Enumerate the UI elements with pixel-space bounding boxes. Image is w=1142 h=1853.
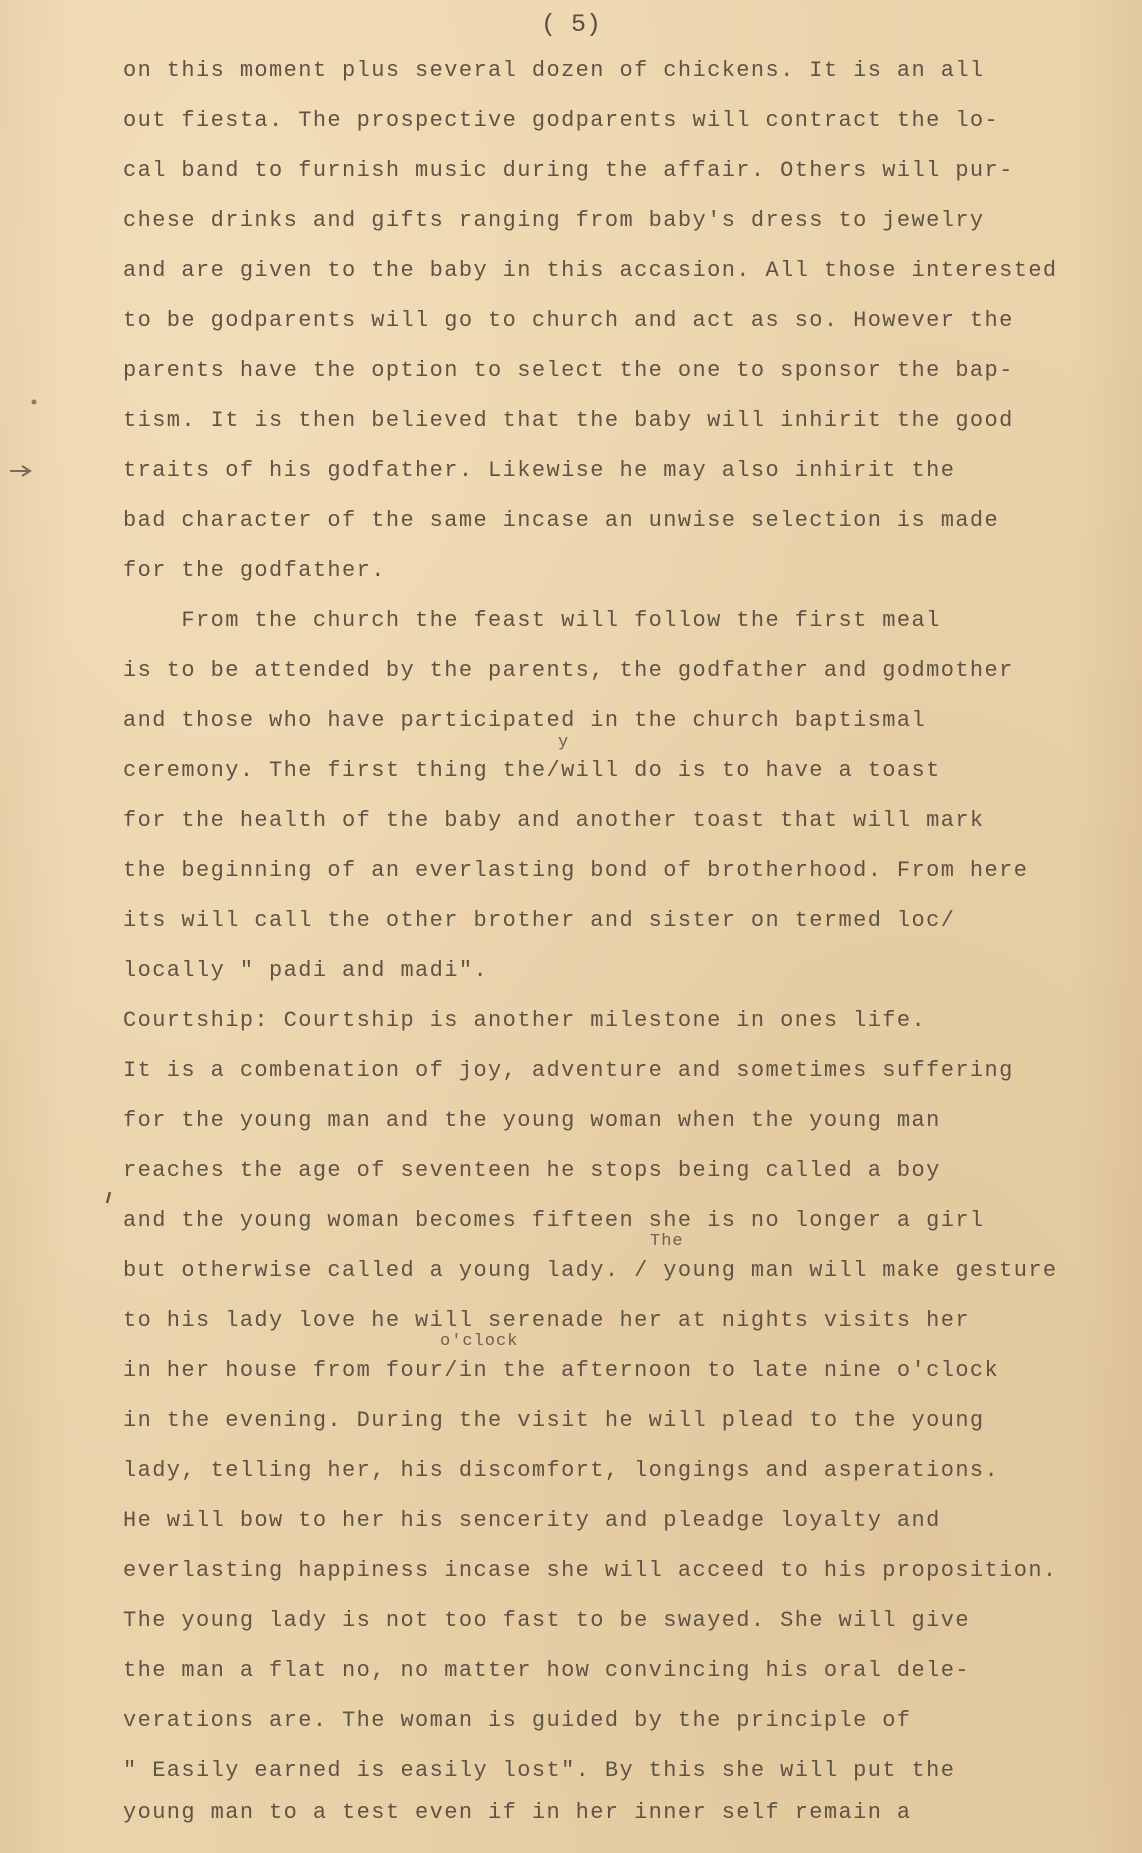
- body-line-32: The young lady is not too fast to be swayed. She will give: [123, 1608, 970, 1633]
- dot-icon: [30, 398, 38, 406]
- body-line-19: locally " padi and madi".: [123, 958, 489, 983]
- body-line-3: cal band to furnish music during the affair. Others will pur-: [123, 158, 1014, 183]
- body-line-13: is to be attended by the parents, the godfather and godmother: [123, 658, 1014, 683]
- body-line-34: verations are. The woman is guided by the principle of: [123, 1708, 912, 1733]
- body-line-30: He will bow to her his sencerity and pleadge loyalty and: [123, 1508, 941, 1533]
- body-line-35: " Easily earned is easily lost". By this she will put the: [123, 1758, 956, 1783]
- body-line-23: reaches the age of seventeen he stops being called a boy: [123, 1158, 941, 1183]
- body-line-27: in her house from four/in the afternoon to late nine o'clock: [123, 1358, 1000, 1383]
- body-line-10: bad character of the same incase an unwise selection is made: [123, 508, 1000, 533]
- body-line-11: for the godfather.: [123, 558, 386, 583]
- page-number: ( 5): [540, 10, 601, 39]
- body-line-25: but otherwise called a young lady. / young man will make gesture: [123, 1258, 1058, 1283]
- body-line-14: and those who have participated in the church baptismal: [123, 708, 927, 733]
- margin-tick-mark: [104, 1190, 114, 1213]
- body-line-8: tism. It is then believed that the baby will inhirit the good: [123, 408, 1014, 433]
- margin-dot-mark: [30, 390, 38, 413]
- body-line-36: young man to a test even if in her inner self remain a: [123, 1800, 912, 1825]
- body-line-4: chese drinks and gifts ranging from baby's dress to jewelry: [123, 208, 985, 233]
- body-line-28: in the evening. During the visit he will plead to the young: [123, 1408, 985, 1433]
- insert-y: y: [558, 733, 570, 752]
- insert-the: The: [650, 1232, 684, 1251]
- body-line-5: and are given to the baby in this accasion. All those interested: [123, 258, 1058, 283]
- body-line-31: everlasting happiness incase she will acceed to his proposition.: [123, 1558, 1058, 1583]
- body-line-1: on this moment plus several dozen of chickens. It is an all: [123, 58, 985, 83]
- body-line-20: Courtship: Courtship is another milestone in ones life.: [123, 1008, 927, 1033]
- body-line-16: for the health of the baby and another toast that will mark: [123, 808, 985, 833]
- body-line-33: the man a flat no, no matter how convincing his oral dele-: [123, 1658, 970, 1683]
- body-line-12: From the church the feast will follow the first meal: [123, 608, 941, 633]
- body-line-7: parents have the option to select the one to sponsor the bap-: [123, 358, 1014, 383]
- body-line-17: the beginning of an everlasting bond of brotherhood. From here: [123, 858, 1029, 883]
- body-line-22: for the young man and the young woman when the young man: [123, 1108, 941, 1133]
- body-line-26: to his lady love he will serenade her at nights visits her: [123, 1308, 970, 1333]
- body-line-2: out fiesta. The prospective godparents will contract the lo-: [123, 108, 1000, 133]
- insert-oclock: o'clock: [440, 1332, 519, 1351]
- body-line-24: and the young woman becomes fifteen she is no longer a girl: [123, 1208, 985, 1233]
- body-line-18: its will call the other brother and sister on termed loc/: [123, 908, 956, 933]
- body-line-15: ceremony. The first thing the/will do is to have a toast: [123, 758, 941, 783]
- margin-arrow-mark: [8, 462, 38, 485]
- body-line-9: traits of his godfather. Likewise he may also inhirit the: [123, 458, 956, 483]
- tick-icon: [104, 1190, 114, 1206]
- body-line-21: It is a combenation of joy, adventure and sometimes suffering: [123, 1058, 1014, 1083]
- body-line-29: lady, telling her, his discomfort, longings and asperations.: [123, 1458, 1000, 1483]
- body-line-6: to be godparents will go to church and act as so. However the: [123, 308, 1014, 333]
- margin-arrow-icon: [8, 464, 38, 478]
